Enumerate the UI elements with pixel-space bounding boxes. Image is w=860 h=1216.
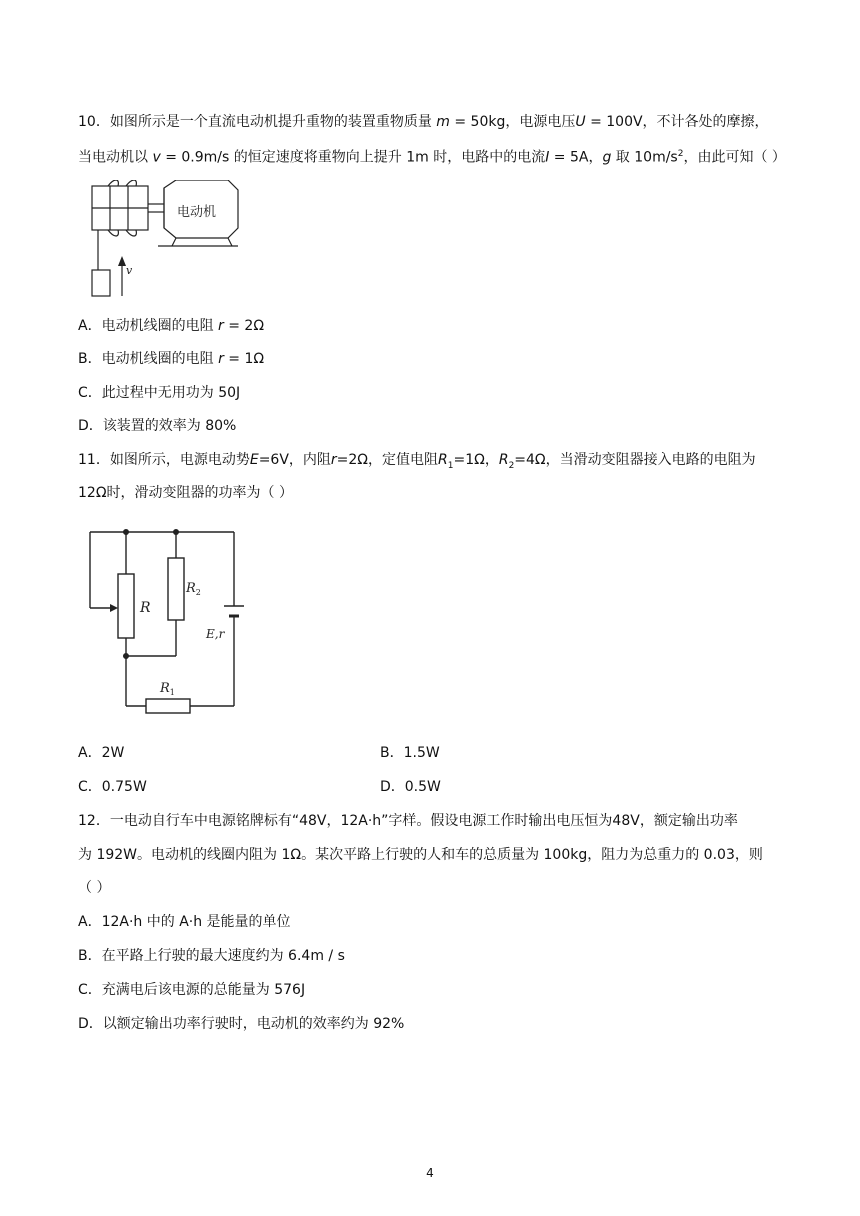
rheostat-R <box>118 574 134 638</box>
q12-line-1: 12．一电动自行车中电源铭牌标有“48V，12A·h”字样。假设电源工作时输出电压恒为48V，额定输出功率 <box>78 813 738 829</box>
velocity-label: v <box>126 264 133 277</box>
resistor-R1 <box>146 699 190 713</box>
q12-line-2: 为 192W。电动机的线圈内阻为 1Ω。某次平路上行驶的人和车的总质量为 100kg，阻力为总重力的 0.03，则 <box>78 847 763 863</box>
q10-option-b: B．电动机线圈的电阻 r = 1Ω <box>78 351 265 367</box>
q10-line-2: 当电动机以 v = 0.9m/s 的恒定速度将重物向上提升 1m 时，电路中的电流I = 5A，g 取 $10m/s^2$，由此可知（ ） <box>78 149 786 166</box>
q12-option-a: A．12A·h 中的 A·h 是能量的单位 <box>78 914 291 930</box>
velocity-arrow-head <box>118 256 126 266</box>
weight-block <box>92 270 110 296</box>
q11-option-a: A．2W <box>78 745 125 761</box>
label-R2: $R_2$ <box>186 581 201 597</box>
q12-line-3: （ ） <box>78 880 111 896</box>
q10-line-1: 10．如图所示是一个直流电动机提升重物的装置重物质量 m = 50kg，电源电压U = 100V，不计各处的摩擦， <box>78 114 769 130</box>
page-number: 4 <box>426 1166 434 1180</box>
q12-option-b: B．在平路上行驶的最大速度约为 6.4m / s <box>78 948 345 964</box>
motor-label: 电动机 <box>177 205 217 220</box>
q12-option-d: D．以额定输出功率行驶时，电动机的效率约为 92% <box>78 1016 405 1032</box>
q11-option-d: D．0.5W <box>380 779 441 795</box>
motor-lift-figure <box>88 180 248 300</box>
label-R1: $R_1$ <box>160 681 175 697</box>
slider-arrow <box>110 604 118 612</box>
label-R: R <box>140 600 151 616</box>
q12-option-c: C．充满电后该电源的总能量为 576J <box>78 982 306 998</box>
q11-option-c: C．0.75W <box>78 779 147 795</box>
q10-option-c: C．此过程中无用功为 50J <box>78 385 241 401</box>
q11-line-1: 11．如图所示，电源电动势E=6V，内阻r=2Ω，定值电阻$R_1=1\Omega$，$R_2=4\Omega$，当滑动变阻器接入电路的电阻为 <box>78 452 756 471</box>
q11-option-b: B．1.5W <box>380 745 440 761</box>
resistor-R2 <box>168 558 184 620</box>
q11-line-2: 12Ω时，滑动变阻器的功率为（ ） <box>78 485 293 501</box>
label-Er: E,r <box>206 627 225 641</box>
q10-option-d: D．该装置的效率为 80% <box>78 418 237 434</box>
q10-option-a: A．电动机线圈的电阻 r = 2Ω <box>78 318 265 334</box>
circuit-figure <box>84 524 254 720</box>
